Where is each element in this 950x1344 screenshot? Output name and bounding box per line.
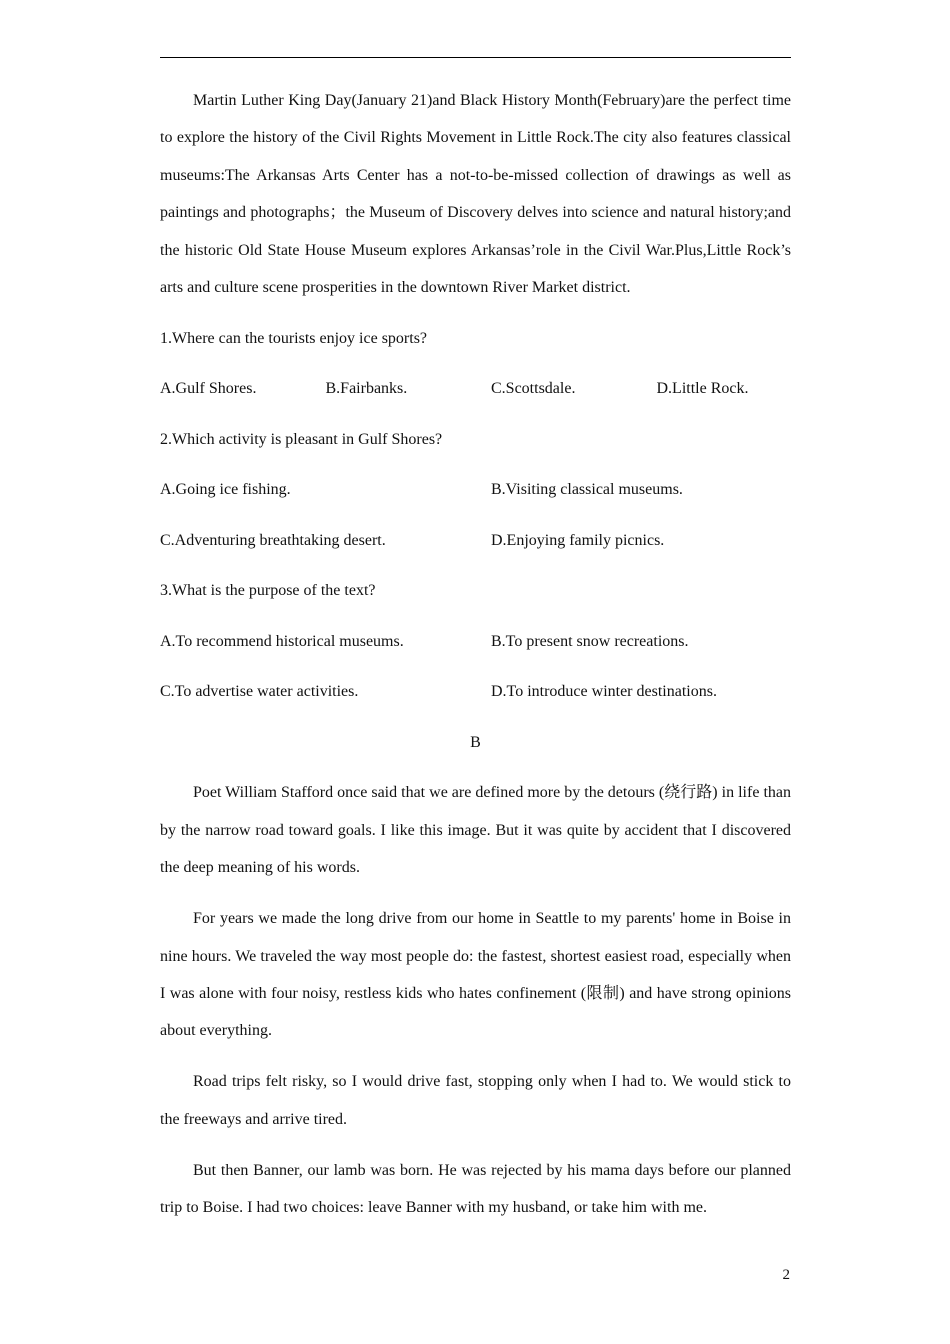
header-rule — [160, 57, 791, 58]
question-3-options-row-2 — [160, 673, 791, 710]
question-3-option-d: D.To introduce winter destinations. — [491, 683, 717, 701]
question-1-option-c: C.Scottsdale. — [491, 380, 576, 398]
section-b-heading: B — [470, 733, 481, 751]
question-1-options — [160, 370, 791, 407]
page-number: 2 — [782, 1267, 790, 1283]
question-1-option-b: B.Fairbanks. — [325, 380, 408, 398]
question-3-stem: 3.What is the purpose of the text? — [160, 582, 376, 600]
question-3-option-a: A.To recommend historical museums. — [160, 632, 404, 650]
question-2-option-d: D.Enjoying family picnics. — [491, 531, 665, 549]
question-1-option-d: D.Little Rock. — [656, 380, 749, 398]
page-content — [160, 82, 791, 1226]
question-2-option-b: B.Visiting classical museums. — [491, 481, 683, 499]
question-3-option-c: C.To advertise water activities. — [160, 683, 359, 701]
question-1-stem: 1.Where can the tourists enjoy ice sports? — [160, 329, 428, 347]
question-1-option-a: A.Gulf Shores. — [160, 380, 257, 398]
question-2-options-row-2 — [160, 522, 791, 559]
question-2-option-c: C.Adventuring breathtaking desert. — [160, 531, 386, 549]
question-3-options-row-1 — [160, 623, 791, 660]
question-2-option-a: A.Going ice fishing. — [160, 481, 291, 499]
passage-b-paragraph-1: Poet William Stafford once said that we are defined more by the detours (绕行路) in life than by the narrow road toward goals. I like this image. But it was quite by accident that I discovered the deep meaning of his words. — [160, 784, 791, 877]
passage-a-paragraph: Martin Luther King Day(January 21)and Black History Month(February)are the perfect time to explore the history of the Civil Rights Movement in Little Rock.The city also features classical museums:The Arkansas Arts Center has a not-to-be-missed collection of drawings as well as paintings and photographs；the Museum of Discovery delves into science and natural history;and the historic Old State House Museum explores Arkansas’role in the Civil War.Plus,Little Rock’s arts and culture scene prosperities in the downtown River Market district. — [160, 92, 791, 297]
question-2-stem: 2.Which activity is pleasant in Gulf Shores? — [160, 430, 443, 448]
passage-b-paragraph-2: For years we made the long drive from our home in Seattle to my parents' home in Boise in nine hours. We traveled the way most people do: the fastest, shortest easiest road, especially when I was alone with four noisy, restless kids who hates confinement (限制) and have strong opinions about everything. — [160, 910, 791, 1040]
passage-b-paragraph-3: Road trips felt risky, so I would drive fast, stopping only when I had to. We would stick to the freeways and arrive tired. — [160, 1073, 791, 1128]
question-2-options-row-1 — [160, 471, 791, 508]
passage-b-paragraph-4: But then Banner, our lamb was born. He was rejected by his mama days before our planned trip to Boise. I had two choices: leave Banner with my husband, or take him with me. — [160, 1161, 791, 1216]
question-3-option-b: B.To present snow recreations. — [491, 632, 689, 650]
